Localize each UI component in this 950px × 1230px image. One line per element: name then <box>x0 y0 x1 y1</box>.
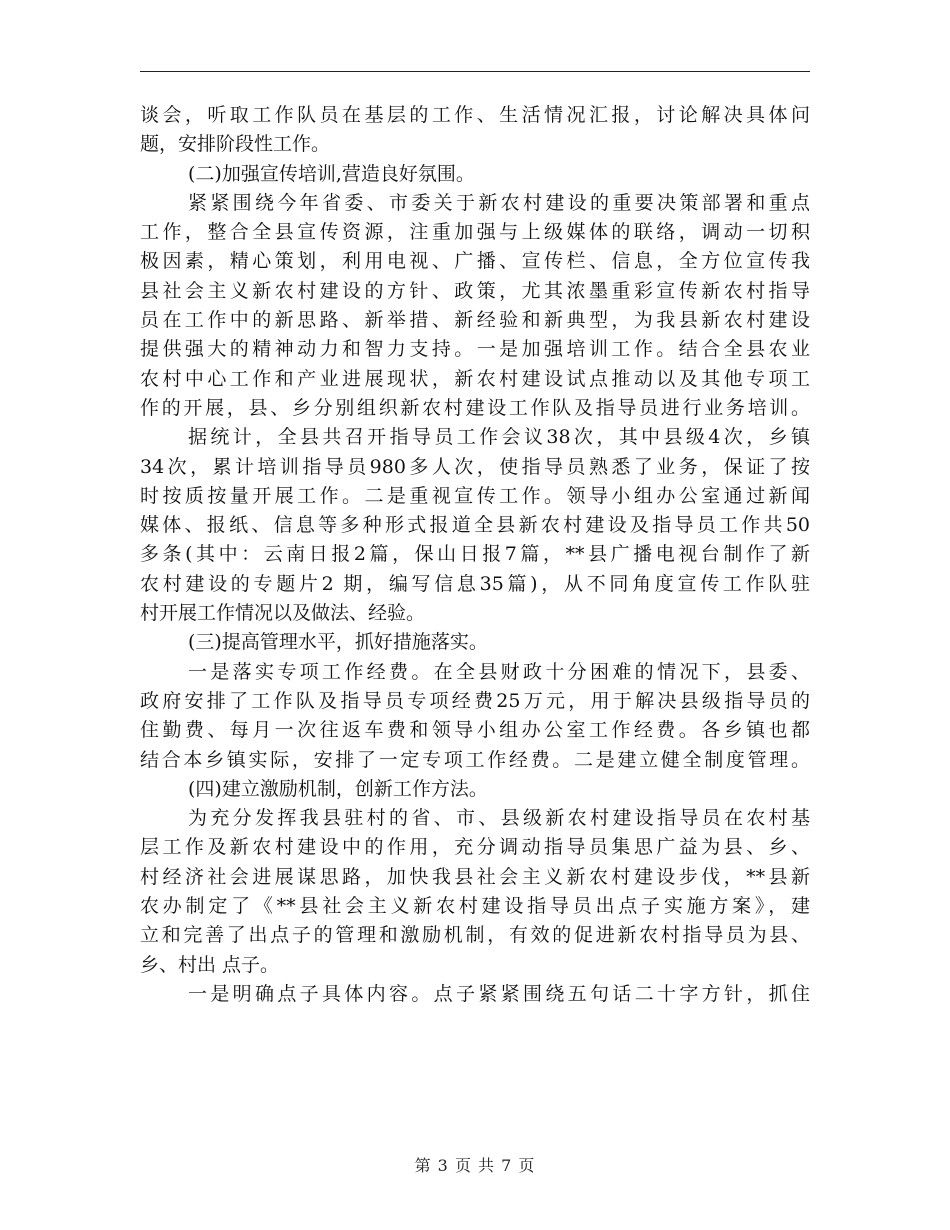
text-line: 农办制定了《**县社会主义新农村建设指导员出点子实施方案》，建 <box>140 895 810 918</box>
text-line: 员在工作中的新思路、新举措、新经验和新典型，为我县新农村建设 <box>140 309 810 332</box>
text-line: 立和完善了出点子的管理和激励机制，有效的促进新农村指导员为县、 <box>140 924 810 947</box>
body-text <box>140 101 810 1009</box>
text-line: 据统计，全县共召开指导员工作会议38次，其中县级4次，乡镇 <box>188 426 810 449</box>
text-line: 作的开展，县、乡分别组织新农村建设工作队及指导员进行业务培训。 <box>140 396 810 419</box>
text-line: 极因素，精心策划，利用电视、广播、宣传栏、信息，全方位宣传我 <box>140 250 810 273</box>
page-footer: 第 3 页 共 7 页 <box>414 1156 536 1175</box>
text-line: 谈会，听取工作队员在基层的工作、生活情况汇报，讨论解决具体问 <box>140 104 810 126</box>
text-line: 住勤费、每月一次往返车费和领导小组办公室工作经费。各乡镇也都 <box>140 719 810 742</box>
text-line: 紧紧围绕今年省委、市委关于新农村建设的重要决策部署和重点 <box>188 191 810 214</box>
text-line: (三)提高管理水平，抓好措施落实。 <box>188 631 488 654</box>
text-line: 一是落实专项工作经费。在全县财政十分困难的情况下，县委、 <box>188 660 810 683</box>
text-line: 村经济社会进展谋思路，加快我县社会主义新农村建设步伐，**县新 <box>140 865 810 888</box>
text-line: 乡、村出 点子。 <box>140 953 280 976</box>
text-line: (四)建立激励机制，创新工作方法。 <box>188 777 488 800</box>
header-rule <box>140 71 810 72</box>
text-line: 提供强大的精神动力和智力支持。一是加强培训工作。结合全县农业 <box>140 338 810 361</box>
text-line: 34次，累计培训指导员980多人次，使指导员熟悉了业务，保证了按 <box>140 455 810 478</box>
text-line: 农村中心工作和产业进展现状，新农村建设试点推动以及其他专项工 <box>140 367 810 390</box>
text-line: 政府安排了工作队及指导员专项经费25万元，用于解决县级指导员的 <box>140 689 810 712</box>
text-line: 村开展工作情况以及做法、经验。 <box>140 602 426 625</box>
text-line: 为充分发挥我县驻村的省、市、县级新农村建设指导员在农村基 <box>188 807 810 830</box>
text-line: 时按质按量开展工作。二是重视宣传工作。领导小组办公室通过新闻 <box>140 484 810 507</box>
text-line: 县社会主义新农村建设的方针、政策，尤其浓墨重彩宣传新农村指导 <box>140 279 810 302</box>
text-line: (二)加强宣传培训,营造良好氛围。 <box>188 162 475 185</box>
text-line: 层工作及新农村建设中的作用，充分调动指导员集思广益为县、乡、 <box>140 836 810 859</box>
text-line: 题，安排阶段性工作。 <box>140 133 331 156</box>
text-line: 多条(其中：云南日报2篇，保山日报7篇，**县广播电视台制作了新 <box>140 543 810 566</box>
text-line: 农村建设的专题片2 期，编写信息35篇)，从不同角度宣传工作队驻 <box>140 572 810 595</box>
text-line: 媒体、报纸、信息等多种形式报道全县新农村建设及指导员工作共50 <box>140 514 810 537</box>
text-line: 结合本乡镇实际，安排了一定专项工作经费。二是建立健全制度管理。 <box>140 748 810 771</box>
text-line: 工作，整合全县宣传资源，注重加强与上级媒体的联络，调动一切积 <box>140 221 810 244</box>
text-line: 一是明确点子具体内容。点子紧紧围绕五句话二十字方针，抓住 <box>188 982 810 1005</box>
